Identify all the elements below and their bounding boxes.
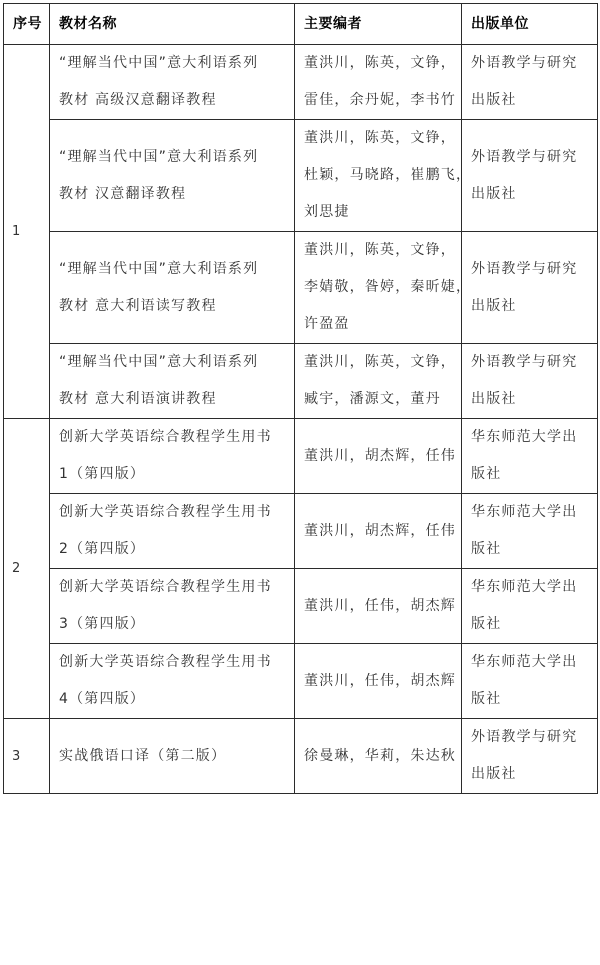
publisher-cell	[462, 344, 598, 419]
publisher-cell	[462, 419, 598, 494]
textbook-name-line: 教材 意大利语演讲教程	[59, 391, 217, 407]
textbook-name-line: 教材 汉意翻译教程	[59, 185, 187, 202]
serial-number-cell: 1	[4, 45, 50, 419]
publisher-line: 华东师范大学出	[471, 654, 578, 670]
publisher-line: 外语教学与研究	[471, 55, 578, 71]
publisher-line: 版社	[471, 541, 502, 557]
textbook-list-table	[3, 3, 598, 794]
editors-cell	[295, 232, 472, 344]
header-serial-number: 序号	[4, 4, 50, 45]
publisher-line: 外语教学与研究	[471, 354, 578, 370]
table-body	[4, 45, 598, 794]
editors-cell	[295, 344, 462, 419]
editors-line: 董洪川，陈英，文铮，	[304, 354, 456, 370]
publisher-cell	[462, 644, 598, 719]
publisher-line: 外语教学与研究	[471, 148, 578, 165]
table-row	[4, 644, 598, 719]
textbook-name-line: 创新大学英语综合教程学生用书	[59, 579, 272, 595]
textbook-name-line: “理解当代中国”意大利语系列	[59, 260, 259, 277]
textbook-name-line: 教材 高级汉意翻译教程	[59, 92, 217, 108]
textbook-name-line: “理解当代中国”意大利语系列	[59, 354, 259, 370]
textbook-name-line: 创新大学英语综合教程学生用书	[59, 504, 272, 520]
textbook-name-cell	[50, 232, 295, 344]
publisher-line: 出版社	[471, 766, 517, 782]
textbook-name-cell	[50, 569, 295, 644]
publisher-line: 华东师范大学出	[471, 504, 578, 520]
publisher-cell	[462, 120, 598, 232]
header-publisher: 出版单位	[462, 4, 598, 45]
textbook-name-cell	[50, 494, 295, 569]
editors-line: 雷佳，余丹妮，李书竹	[304, 92, 456, 108]
publisher-line: 外语教学与研究	[471, 729, 578, 745]
editors-cell	[295, 120, 472, 232]
editors-line: 李婧敬，昝婷，秦昕婕，	[304, 279, 472, 295]
editors-cell	[295, 719, 462, 794]
publisher-line: 版社	[471, 466, 502, 482]
textbook-name-line: 4（第四版）	[59, 691, 146, 707]
editors-line: 董洪川，胡杰辉，任伟	[304, 447, 456, 464]
publisher-line: 出版社	[471, 297, 517, 314]
textbook-name-line: “理解当代中国”意大利语系列	[59, 148, 259, 165]
table-header-row	[4, 4, 598, 45]
publisher-line: 出版社	[471, 185, 517, 202]
serial-number-cell: 2	[4, 419, 50, 719]
publisher-line: 华东师范大学出	[471, 429, 578, 445]
textbook-name-line: 教材 意大利语读写教程	[59, 297, 217, 314]
editors-cell	[295, 419, 462, 494]
publisher-line: 版社	[471, 691, 502, 707]
publisher-line: 外语教学与研究	[471, 260, 578, 277]
textbook-name-line: 2（第四版）	[59, 541, 146, 557]
publisher-cell	[462, 232, 598, 344]
textbook-name-line: “理解当代中国”意大利语系列	[59, 55, 259, 71]
publisher-line: 出版社	[471, 391, 517, 407]
textbook-name-line: 1（第四版）	[59, 466, 146, 482]
textbook-name-line: 3（第四版）	[59, 616, 146, 632]
textbook-name-cell	[50, 45, 295, 120]
editors-line: 董洪川，任伟，胡杰辉	[304, 597, 456, 614]
textbook-name-cell	[50, 344, 295, 419]
editors-line: 董洪川，陈英，文铮，	[304, 242, 456, 258]
table-row	[4, 45, 598, 120]
header-textbook-name: 教材名称	[50, 4, 295, 45]
publisher-cell	[462, 494, 598, 569]
editors-line: 董洪川，胡杰辉，任伟	[304, 522, 456, 539]
textbook-name-line: 创新大学英语综合教程学生用书	[59, 654, 272, 670]
textbook-name-line: 实战俄语口译（第二版）	[59, 747, 227, 764]
header-main-editors: 主要编者	[295, 4, 462, 45]
table-row	[4, 232, 598, 344]
editors-line: 杜颖，马晓路，崔鹏飞，	[304, 167, 472, 183]
textbook-name-cell	[50, 644, 295, 719]
table-row	[4, 419, 598, 494]
textbook-name-cell	[50, 419, 295, 494]
editors-cell	[295, 494, 462, 569]
table-row	[4, 719, 598, 794]
editors-line: 刘思捷	[304, 204, 350, 220]
publisher-line: 出版社	[471, 92, 517, 108]
textbook-name-line: 创新大学英语综合教程学生用书	[59, 429, 272, 445]
editors-line: 董洪川，任伟，胡杰辉	[304, 672, 456, 689]
table-row	[4, 344, 598, 419]
editors-line: 许盈盈	[304, 316, 350, 332]
publisher-cell	[462, 45, 598, 120]
publisher-line: 版社	[471, 616, 502, 632]
table-row	[4, 569, 598, 644]
table-row	[4, 120, 598, 232]
editors-line: 董洪川，陈英，文铮，	[304, 130, 456, 146]
publisher-cell	[462, 569, 598, 644]
editors-cell	[295, 569, 462, 644]
editors-line: 董洪川，陈英，文铮，	[304, 55, 456, 71]
editors-line: 臧宇，潘源文，董丹	[304, 391, 441, 407]
serial-number-cell: 3	[4, 719, 50, 794]
editors-line: 徐曼琳，华莉，朱达秋	[304, 747, 456, 764]
table-row	[4, 494, 598, 569]
publisher-cell	[462, 719, 598, 794]
editors-cell	[295, 644, 462, 719]
publisher-line: 华东师范大学出	[471, 579, 578, 595]
textbook-name-cell	[50, 120, 295, 232]
editors-cell	[295, 45, 462, 120]
textbook-name-cell	[50, 719, 295, 794]
